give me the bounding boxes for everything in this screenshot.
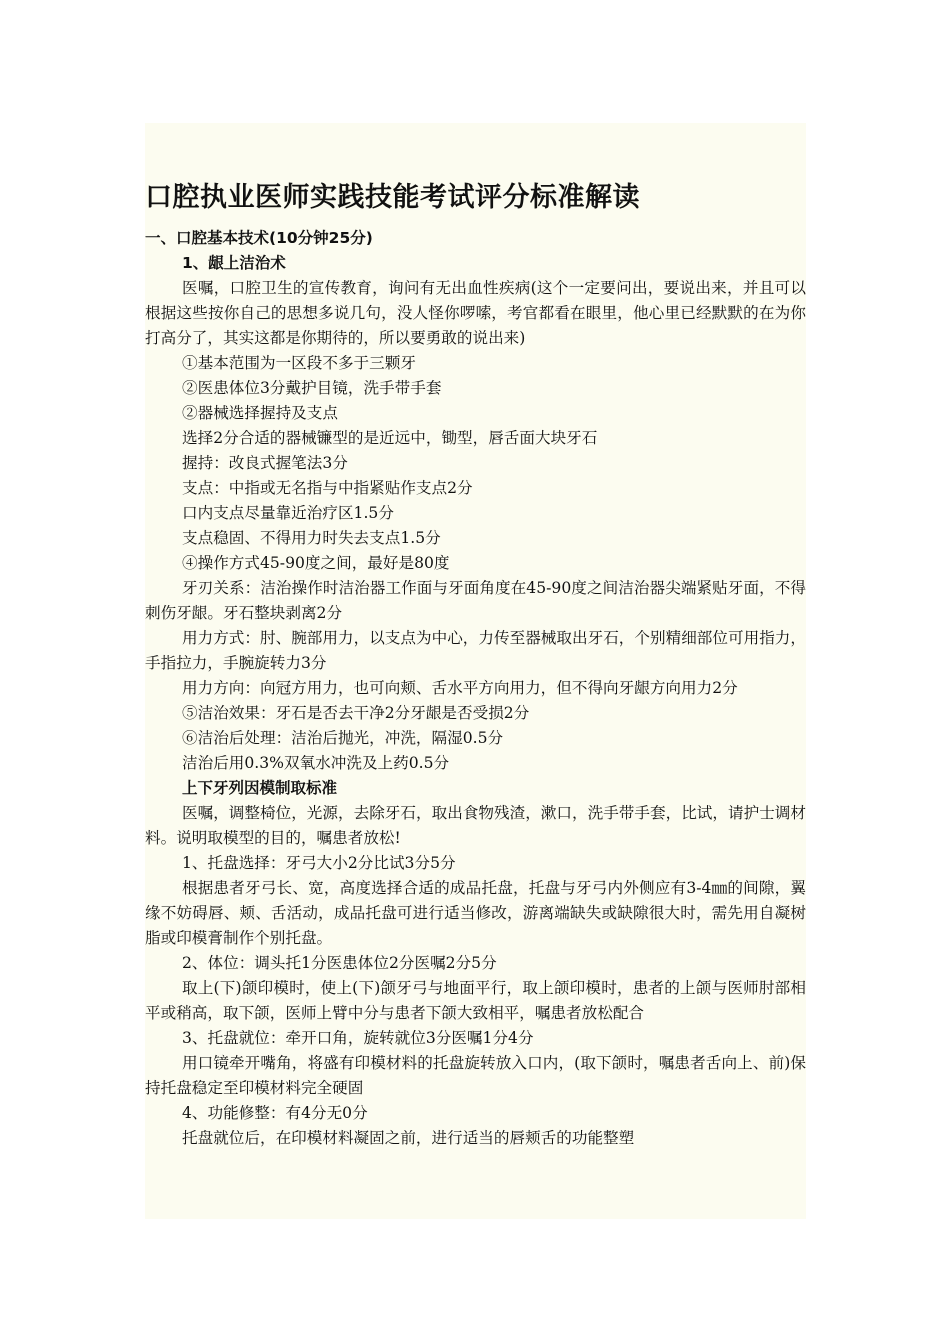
paragraph: 根据患者牙弓长、宽，高度选择合适的成品托盘，托盘与牙弓内外侧应有3-4㎜的间隙，翼缘不妨碍唇、颊、舌活动，成品托盘可进行适当修改，游离端缺失或缺隙很大时，需先用自凝树脂或印模膏制作个别托盘。 <box>145 879 806 947</box>
paragraph: 用口镜牵开嘴角，将盛有印模材料的托盘旋转放入口内，(取下颌时，嘱患者舌向上、前)保持托盘稳定至印模材料完全硬固 <box>145 1054 806 1097</box>
list-item: 3、托盘就位：牵开口角，旋转就位3分医嘱1分4分 <box>182 1029 534 1047</box>
list-item: 洁治后用0.3%双氧水冲洗及上药0.5分 <box>182 754 450 772</box>
paragraph: 牙刃关系：洁治操作时洁治器工作面与牙面角度在45-90度之间洁治器尖端紧贴牙面，不得刺伤牙龈。牙石整块剥离2分 <box>145 579 806 622</box>
subsection-heading: 1、龈上洁治术 <box>182 254 286 272</box>
list-item: 握持：改良式握笔法3分 <box>182 454 348 472</box>
list-item: ④操作方式45-90度之间，最好是80度 <box>182 554 450 572</box>
list-item: 托盘就位后，在印模材料凝固之前，进行适当的唇颊舌的功能整塑 <box>182 1129 635 1147</box>
paragraph: 医嘱，口腔卫生的宣传教育，询问有无出血性疾病(这个一定要问出，要说出来，并且可以根据这些按你自己的思想多说几句，没人怪你啰嗦，考官都看在眼里，他心里已经默默的在为你打高分了，其实这都是你期待的，所以要勇敢的说出来) <box>145 279 806 347</box>
paragraph: 用力方式：肘、腕部用力，以支点为中心，力传至器械取出牙石，个别精细部位可用指力，手指拉力，手腕旋转力3分 <box>145 629 806 672</box>
section-heading: 一、口腔基本技术(10分钟25分) <box>145 229 373 247</box>
list-item: ②器械选择握持及支点 <box>182 404 338 422</box>
list-item: ②医患体位3分戴护目镜，洗手带手套 <box>182 379 442 397</box>
document-page <box>145 123 806 1219</box>
subsection-heading: 上下牙列因模制取标准 <box>182 779 338 797</box>
list-item: ⑤洁治效果：牙石是否去干净2分牙龈是否受损2分 <box>182 704 530 722</box>
paragraph: 医嘱，调整椅位，光源，去除牙石，取出食物残渣，漱口，洗手带手套，比试，请护士调材料。说明取模型的目的，嘱患者放松! <box>145 804 806 847</box>
document-title: 口腔执业医师实践技能考试评分标准解读 <box>145 182 640 213</box>
paragraph: 用力方向：向冠方用力，也可向颊、舌水平方向用力，但不得向牙龈方向用力2分 <box>182 679 738 697</box>
document-body <box>145 226 806 1151</box>
list-item: 支点：中指或无名指与中指紧贴作支点2分 <box>182 479 473 497</box>
list-item: 口内支点尽量靠近治疗区1.5分 <box>182 504 394 522</box>
list-item: 2、体位：调头托1分医患体位2分医嘱2分5分 <box>182 954 497 972</box>
list-item: 支点稳固、不得用力时失去支点1.5分 <box>182 529 441 547</box>
list-item: ①基本范围为一区段不多于三颗牙 <box>182 354 416 372</box>
list-item: 4、功能修整：有4分无0分 <box>182 1104 368 1122</box>
list-item: 选择2分合适的器械镰型的是近远中，锄型，唇舌面大块牙石 <box>182 429 598 447</box>
paragraph: 取上(下)颌印模时，使上(下)颌牙弓与地面平行，取上颌印模时，患者的上颌与医师肘部相平或稍高，取下颌，医师上臂中分与患者下颌大致相平，嘱患者放松配合 <box>145 979 806 1022</box>
list-item: ⑥洁治后处理：洁治后抛光，冲洗，隔湿0.5分 <box>182 729 504 747</box>
list-item: 1、托盘选择：牙弓大小2分比试3分5分 <box>182 854 456 872</box>
